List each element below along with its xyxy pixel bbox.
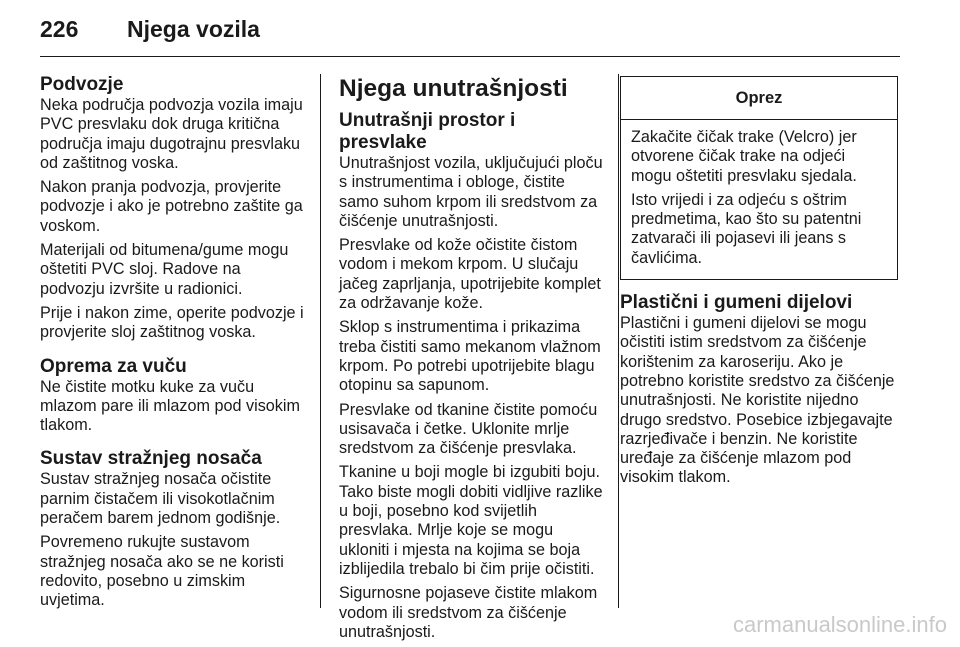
paragraph: Sklop s instrumentima i prikazima treba čistiti samo mekanom vlažnom krpom. Po potrebi upotrijebite blagu otopinu sa sapunom.: [339, 318, 601, 395]
section-heading-sustav-straznjeg-nosaca: Sustav stražnjeg nosača: [40, 448, 262, 470]
paragraph: Isto vrijedi i za odjeću s oštrim predmetima, kao što su patentni zatvarači ili pojasevi ili jeans s čavlićima.: [631, 190, 862, 267]
paragraph: Zakačite čičak trake (Velcro) jer otvorene čičak trake na odjeći mogu oštetiti presvlaku sjedala.: [631, 128, 857, 185]
chapter-title: Njega vozila: [127, 16, 260, 42]
page-number: 226: [40, 16, 79, 42]
paragraph: Sustav stražnjeg nosača očistite parnim čistačem ili visokotlačnim peračem barem jednom godišnje.: [40, 470, 281, 528]
section-heading-oprema-za-vucu: Oprema za vuču: [40, 355, 187, 377]
caution-box: [620, 76, 898, 280]
paragraph: Ne čistite motku kuke za vuču mlazom pare ili mlazom pod visokim tlakom.: [40, 377, 300, 435]
column-divider-right: [618, 74, 619, 608]
section-heading-plasticni-i-gumeni-dijelovi: Plastični i gumeni dijelovi: [620, 292, 853, 314]
paragraph: Sigurnosne pojaseve čistite mlakom vodom ili sredstvom za čišćenje unutrašnjosti.: [339, 584, 598, 641]
section-title-njega-unutrasnjosti: Njega unutrašnjosti: [339, 75, 568, 102]
caution-body: [621, 120, 897, 279]
section-heading-podvozje: Podvozje: [40, 74, 124, 95]
paragraph: Presvlake od kože očistite čistom vodom i mekom krpom. U slučaju jačeg zaprljanja, upotrijebite komplet za održavanje kože.: [339, 236, 601, 313]
paragraph: Povremeno rukujte sustavom stražnjeg nosača ako se ne koristi redovito, posebno u zimskim uvjetima.: [40, 533, 284, 610]
column-divider-left: [320, 74, 321, 608]
paragraph: Materijali od bitumena/gume mogu oštetiti PVC sloj. Radove na podvozju izvršite u radionici.: [40, 241, 289, 298]
paragraph: Neka područja podvozja vozila imaju PVC presvlaku dok druga kritična područja imaju dugotrajnu presvlaku od zaštitnog voska.: [40, 96, 303, 172]
column-middle: [339, 74, 605, 647]
paragraph: Presvlake od tkanine čistite pomoću usisavača i četke. Uklonite mrlje sredstvom za čišćenje presvlaka.: [339, 400, 598, 458]
watermark: carmanualsonline.info: [732, 612, 947, 637]
column-right: [620, 74, 900, 493]
paragraph: Plastični i gumeni dijelovi se mogu očistiti istim sredstvom za čišćenje korištenim za karoseriju. Ako je potrebno koristite sredstvo za čišćenje unutrašnjosti. Ne koristite nijedno drugo sredstvo. Posebice izbjegavajte razrjeđivače i benzin. Ne koristite uređaje za čišćenje mlazom pod visokim tlakom.: [620, 314, 895, 487]
paragraph: Prije i nakon zime, operite podvozje i provjerite sloj zaštitnog voska.: [40, 303, 304, 342]
caution-title: Oprez: [621, 77, 897, 120]
subsection-heading-unutrasnji-prostor: Unutrašnji prostor i presvlake: [339, 110, 516, 153]
paragraph: Tkanine u boji mogle bi izgubiti boju. Tako biste mogli dobiti vidljive razlike u boji, posebno kod svijetlih presvlaka. Mrlje koje se mogu ukloniti i mjesta na kojima se boja izblijedila trebalo bi čim prije očistiti.: [339, 463, 603, 578]
page-header: [40, 16, 900, 57]
paragraph: Nakon pranja podvozja, provjerite podvozje i ako je potrebno zaštite ga voskom.: [40, 178, 303, 235]
column-left: [40, 74, 308, 616]
paragraph: Unutrašnjost vozila, uključujući ploču s instrumentima i obloge, čistite samo suhom krpom ili sredstvom za čišćenje unutrašnjosti.: [339, 154, 603, 230]
